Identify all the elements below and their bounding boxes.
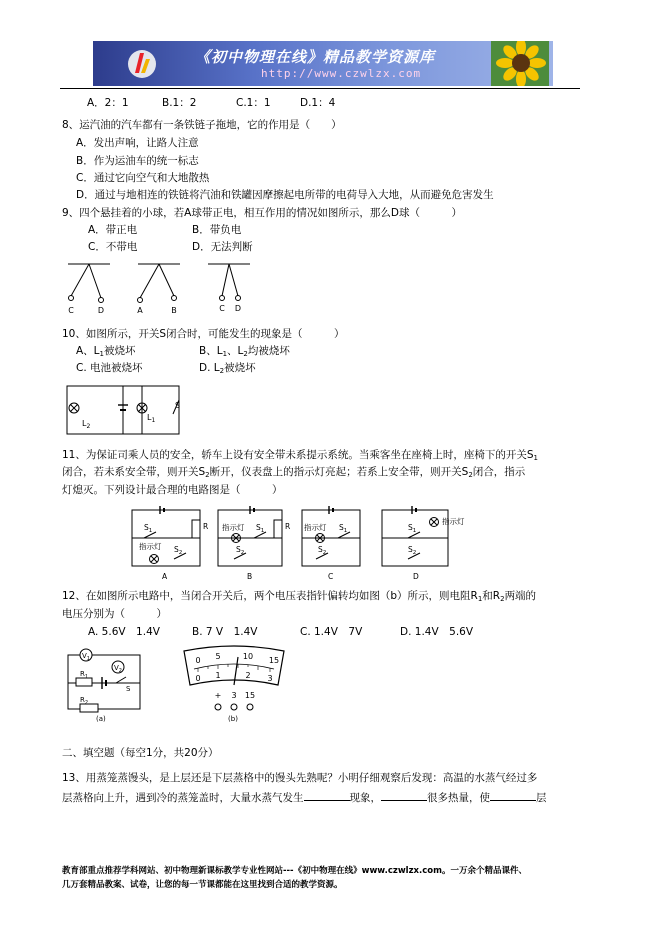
q9-label-d2: D: [234, 304, 242, 313]
svg-text:S: S: [175, 401, 181, 410]
q9-label-c2: C: [219, 304, 225, 313]
q13-line1: 13、用蒸笼蒸馒头，是上层还是下层蒸格中的馒头先熟呢？小明仔细观察后发现：高温的水蒸气经过多: [62, 772, 538, 784]
svg-text:指示灯: 指示灯: [139, 542, 162, 551]
svg-text:R: R: [285, 522, 291, 531]
svg-text:0: 0: [195, 656, 201, 665]
q10-option-c: C. 电池被烧坏: [76, 362, 143, 374]
q9-label-c1: C: [68, 306, 74, 315]
q12-line2: 电压分别为（ ）: [62, 608, 167, 620]
svg-text:0: 0: [195, 674, 201, 683]
q8-option-b: B．作为运油车的统一标志: [76, 155, 199, 167]
svg-text:S2: $S_2$: [236, 545, 245, 556]
q13-line2: 层蒸格向上升，遇到冷的蒸笼盖时，大量水蒸气发生 现象， 很多热量，使 层: [62, 792, 547, 804]
q9-stem: 9、四个悬挂着的小球，若A球带正电，相互作用的情况如图所示，那么D球（ ）: [62, 207, 462, 219]
svg-text:R1: $R_1$: [80, 670, 89, 680]
q11-label-a: A: [162, 572, 168, 581]
q8-stem: 8、运汽油的汽车都有一条铁链子拖地，它的作用是（ ）: [62, 119, 342, 131]
svg-text:S1: $S_1$: [339, 523, 348, 534]
q7-option-d: D.1：4: [300, 97, 336, 109]
q8-option-d: D．通过与地相连的铁链将汽油和铁罐因摩擦起电所带的电荷导入大地，从而避免危害发生: [76, 189, 494, 201]
header-banner: [93, 41, 553, 86]
q12-caption-b: (b): [228, 715, 238, 723]
svg-text:10: 10: [242, 652, 254, 661]
q9-option-d: D．无法判断: [192, 241, 253, 253]
svg-text:S1: $S_1$: [144, 523, 153, 534]
q7-option-b: B.1：2: [162, 97, 197, 109]
q12-option-d: D. 1.4V 5.6V: [400, 626, 474, 638]
section2-heading: 二、填空题（每空1分，共20分）: [62, 747, 219, 759]
q12-caption-a: (a): [96, 715, 106, 723]
q11-line3: 灯熄灭。下列设计最合理的电路图是（ ）: [62, 484, 283, 496]
svg-text:3: 3: [267, 674, 273, 683]
svg-text:15: 15: [268, 656, 280, 665]
q11-label-c: C: [328, 572, 334, 581]
q10-option-d: D. $L_2$被烧坏: [199, 362, 256, 375]
svg-text:S1: $S_1$: [408, 523, 417, 534]
svg-text:2: 2: [245, 671, 251, 680]
svg-text:R2: $R_2$: [80, 696, 89, 706]
svg-text:R: R: [203, 522, 209, 531]
svg-text:S: S: [126, 685, 131, 693]
q9-option-c: C．不带电: [88, 241, 138, 253]
q9-option-a: A．带正电: [88, 224, 138, 236]
footer-line1: 教育部重点推荐学科网站、初中物理新课标教学专业性网站---《初中物理在线》www.czwlzx.com。一万余个精品课件、: [62, 866, 527, 876]
svg-text:指示灯: 指示灯: [304, 523, 327, 532]
svg-text:+: +: [214, 691, 222, 700]
q9-label-b: B: [171, 306, 177, 315]
q10-option-a: A、$L_1$被烧坏: [76, 345, 136, 358]
needle: [234, 657, 238, 685]
svg-text:3: 3: [231, 691, 237, 700]
q12-line1: 12、在如图所示电路中，当闭合开关后，两个电压表指针偏转均如图（b）所示，则电阻$R_1$和$R_2$两端的: [62, 590, 537, 603]
q10-circuit: [60, 380, 190, 442]
q11-circuits: [126, 502, 476, 582]
header-rule: [60, 88, 580, 89]
q12-circuit-a: [62, 645, 148, 723]
svg-text:指示灯: 指示灯: [222, 523, 245, 532]
svg-text:L2: $L_2$: [82, 419, 91, 430]
q12-voltmeter-dial: [178, 645, 290, 723]
svg-text:L1: $L_1$: [147, 413, 156, 424]
q9-option-b: B．带负电: [192, 224, 242, 236]
q11-label-b: B: [247, 572, 253, 581]
svg-text:指示灯: 指示灯: [442, 517, 465, 526]
q11-label-d: D: [413, 572, 419, 581]
q12-option-a: A. 5.6V 1.4V: [88, 626, 160, 638]
header-title: 《初中物理在线》精品教学资源库: [195, 48, 436, 66]
header-url[interactable]: http://www.czwlzx.com: [261, 67, 422, 80]
svg-text:15: 15: [244, 691, 256, 700]
svg-text:S1: $S_1$: [256, 523, 265, 534]
q12-option-c: C. 1.4V 7V: [300, 626, 363, 638]
q11-line2: 闭合，若未系安全带，则开关$S_2$断开，仪表盘上的指示灯亮起；若系上安全带，则开关$S_2$闭合，指示: [62, 466, 526, 479]
sunflower-icon: [491, 41, 549, 86]
q7-option-a: A．2：1: [87, 97, 129, 109]
svg-text:S2: $S_2$: [408, 545, 417, 556]
svg-text:5: 5: [215, 652, 221, 661]
q8-option-a: A．发出声响，让路人注意: [76, 137, 199, 149]
q9-label-a: A: [137, 306, 143, 315]
q10-option-b: B、$L_1$、$L_2$均被烧坏: [199, 345, 290, 358]
svg-text:S2: $S_2$: [318, 545, 327, 556]
q7-option-c: C.1：1: [236, 97, 271, 109]
q9-label-d1: D: [97, 306, 105, 315]
q10-stem: 10、如图所示，开关S闭合时，可能发生的现象是（ ）: [62, 328, 345, 340]
svg-text:V2: $V_2$: [114, 664, 122, 674]
svg-text:S2: $S_2$: [174, 545, 183, 556]
q8-option-c: C．通过它向空气和大地散热: [76, 172, 210, 184]
q12-option-b: B. 7 V 1.4V: [192, 626, 258, 638]
q9-figure: [60, 258, 270, 318]
svg-text:1: 1: [215, 671, 221, 680]
footer-line2: 几万套精品教案、试卷，让您的每一节课都能在这里找到合适的教学资源。: [62, 880, 343, 890]
q11-line1: 11、为保证司乘人员的安全，轿车上设有安全带未系提示系统。当乘客坐在座椅上时，座椅下的开关$S_1$: [62, 449, 538, 462]
site-logo-icon: [127, 47, 157, 81]
svg-text:V1: $V_1$: [82, 652, 90, 662]
